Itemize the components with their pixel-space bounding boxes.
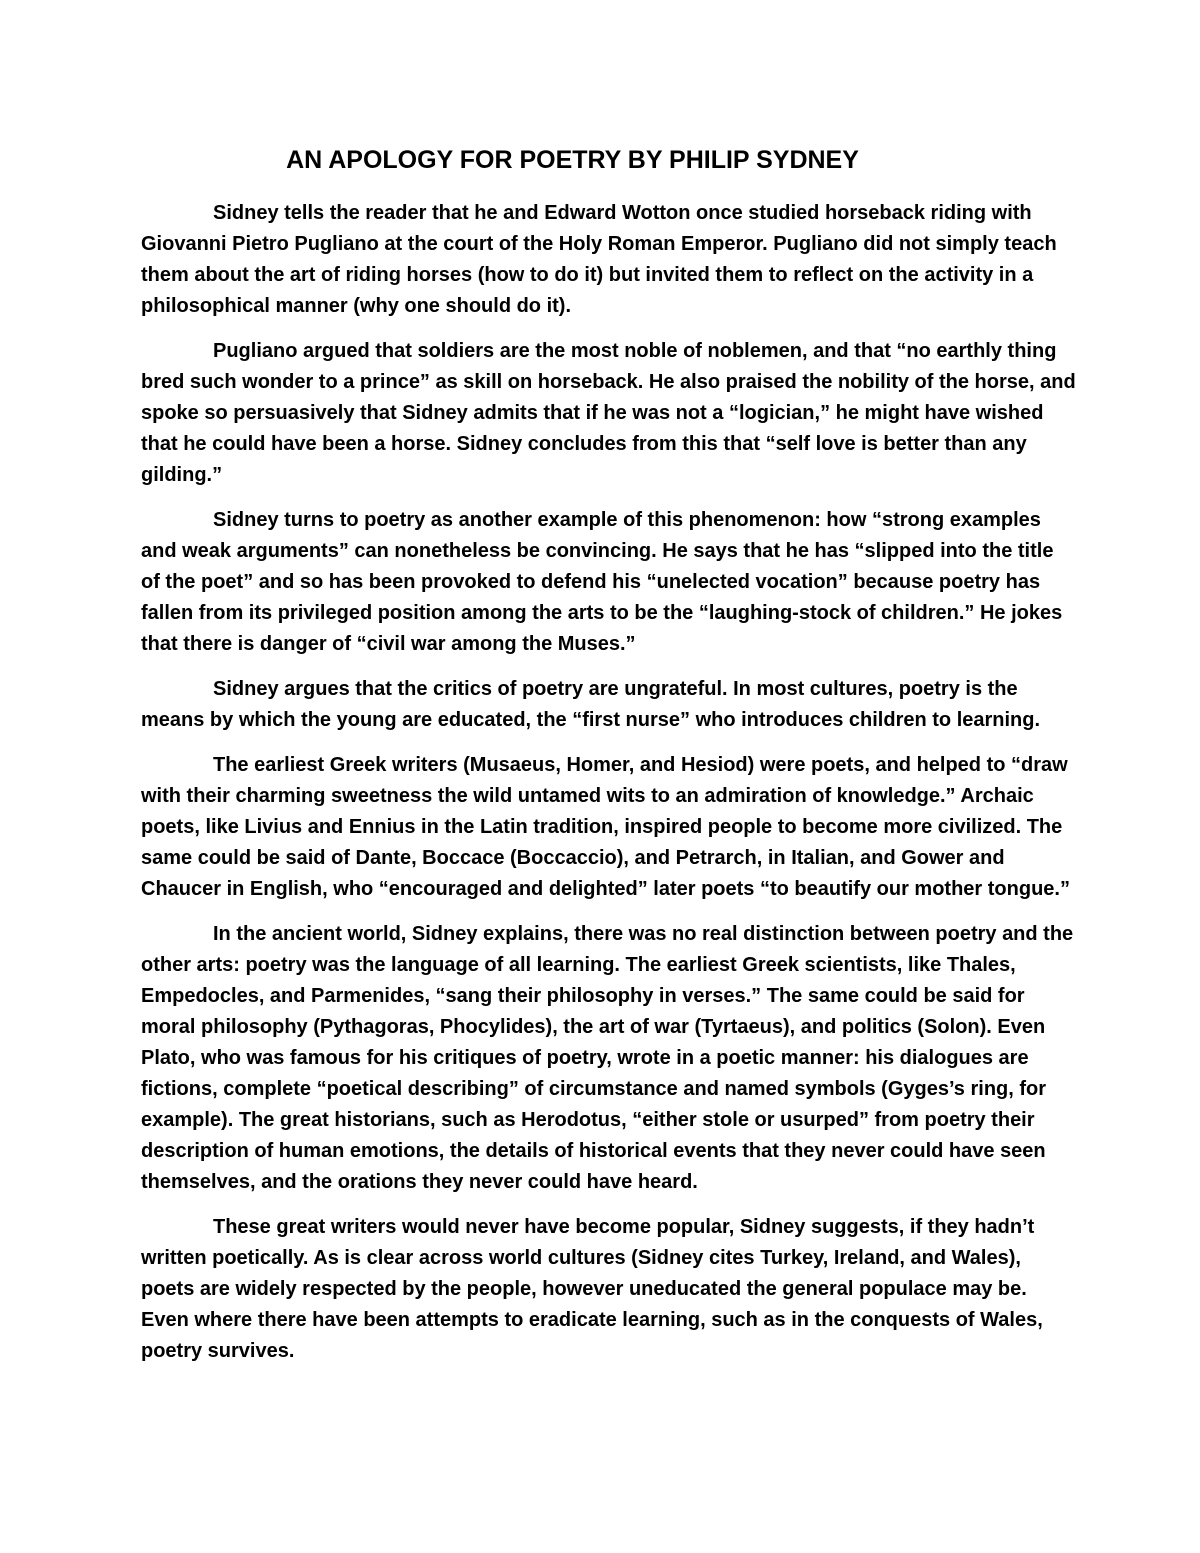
- paragraph-6: In the ancient world, Sidney explains, there was no real distinction between poetry and the other arts: poetry was the language of all learning. The earliest Greek scientists, like Thales, Empedocles, and Parmenides, “sang their philosophy in verses.” The same could be said for moral philosophy (Pythagoras, Phocylides), the art of war (Tyrtaeus), and politics (Solon). Even Plato, who was famous for his critiques of poetry, wrote in a poetic manner: his dialogues are fictions, complete “poetical describing” of circumstance and named symbols (Gyges’s ring, for example). The great historians, such as Herodotus, “either stole or usurped” from poetry their description of human emotions, the details of historical events that they never could have seen themselves, and the orations they never could have heard.: [141, 923, 1074, 1193]
- paragraph-5: The earliest Greek writers (Musaeus, Homer, and Hesiod) were poets, and helped to “draw with their charming sweetness the wild untamed wits to an admiration of knowledge.” Archaic poets, like Livius and Ennius in the Latin tradition, inspired people to become more civilized. The same could be said of Dante, Boccace (Boccaccio), and Petrarch, in Italian, and Gower and Chaucer in English, who “encouraged and delighted” later poets “to beautify our mother tongue.”: [141, 754, 1070, 900]
- document-title: AN APOLOGY FOR POETRY BY PHILIP SYDNEY: [286, 146, 859, 174]
- document-body: [141, 198, 1076, 1381]
- paragraph-7: These great writers would never have become popular, Sidney suggests, if they hadn’t written poetically. As is clear across world cultures (Sidney cites Turkey, Ireland, and Wales), poets are widely respected by the people, however uneducated the general populace may be. Even where there have been attempts to eradicate learning, such as in the conquests of Wales, poetry survives.: [141, 1216, 1043, 1362]
- paragraph-1: Sidney tells the reader that he and Edward Wotton once studied horseback riding with Giovanni Pietro Pugliano at the court of the Holy Roman Emperor. Pugliano did not simply teach them about the art of riding horses (how to do it) but invited them to reflect on the activity in a philosophical manner (why one should do it).: [141, 202, 1057, 317]
- paragraph-3: Sidney turns to poetry as another example of this phenomenon: how “strong examples and weak arguments” can nonetheless be convincing. He says that he has “slipped into the title of the poet” and so has been provoked to defend his “unelected vocation” because poetry has fallen from its privileged position among the arts to be the “laughing-stock of children.” He jokes that there is danger of “civil war among the Muses.”: [141, 509, 1063, 655]
- paragraph-2: Pugliano argued that soldiers are the most noble of noblemen, and that “no earthly thing bred such wonder to a prince” as skill on horseback. He also praised the nobility of the horse, and spoke so persuasively that Sidney admits that if he was not a “logician,” he might have wished that he could have been a horse. Sidney concludes from this that “self love is better than any gilding.”: [141, 340, 1076, 486]
- paragraph-4: Sidney argues that the critics of poetry are ungrateful. In most cultures, poetry is the means by which the young are educated, the “first nurse” who introduces children to learning.: [141, 678, 1041, 731]
